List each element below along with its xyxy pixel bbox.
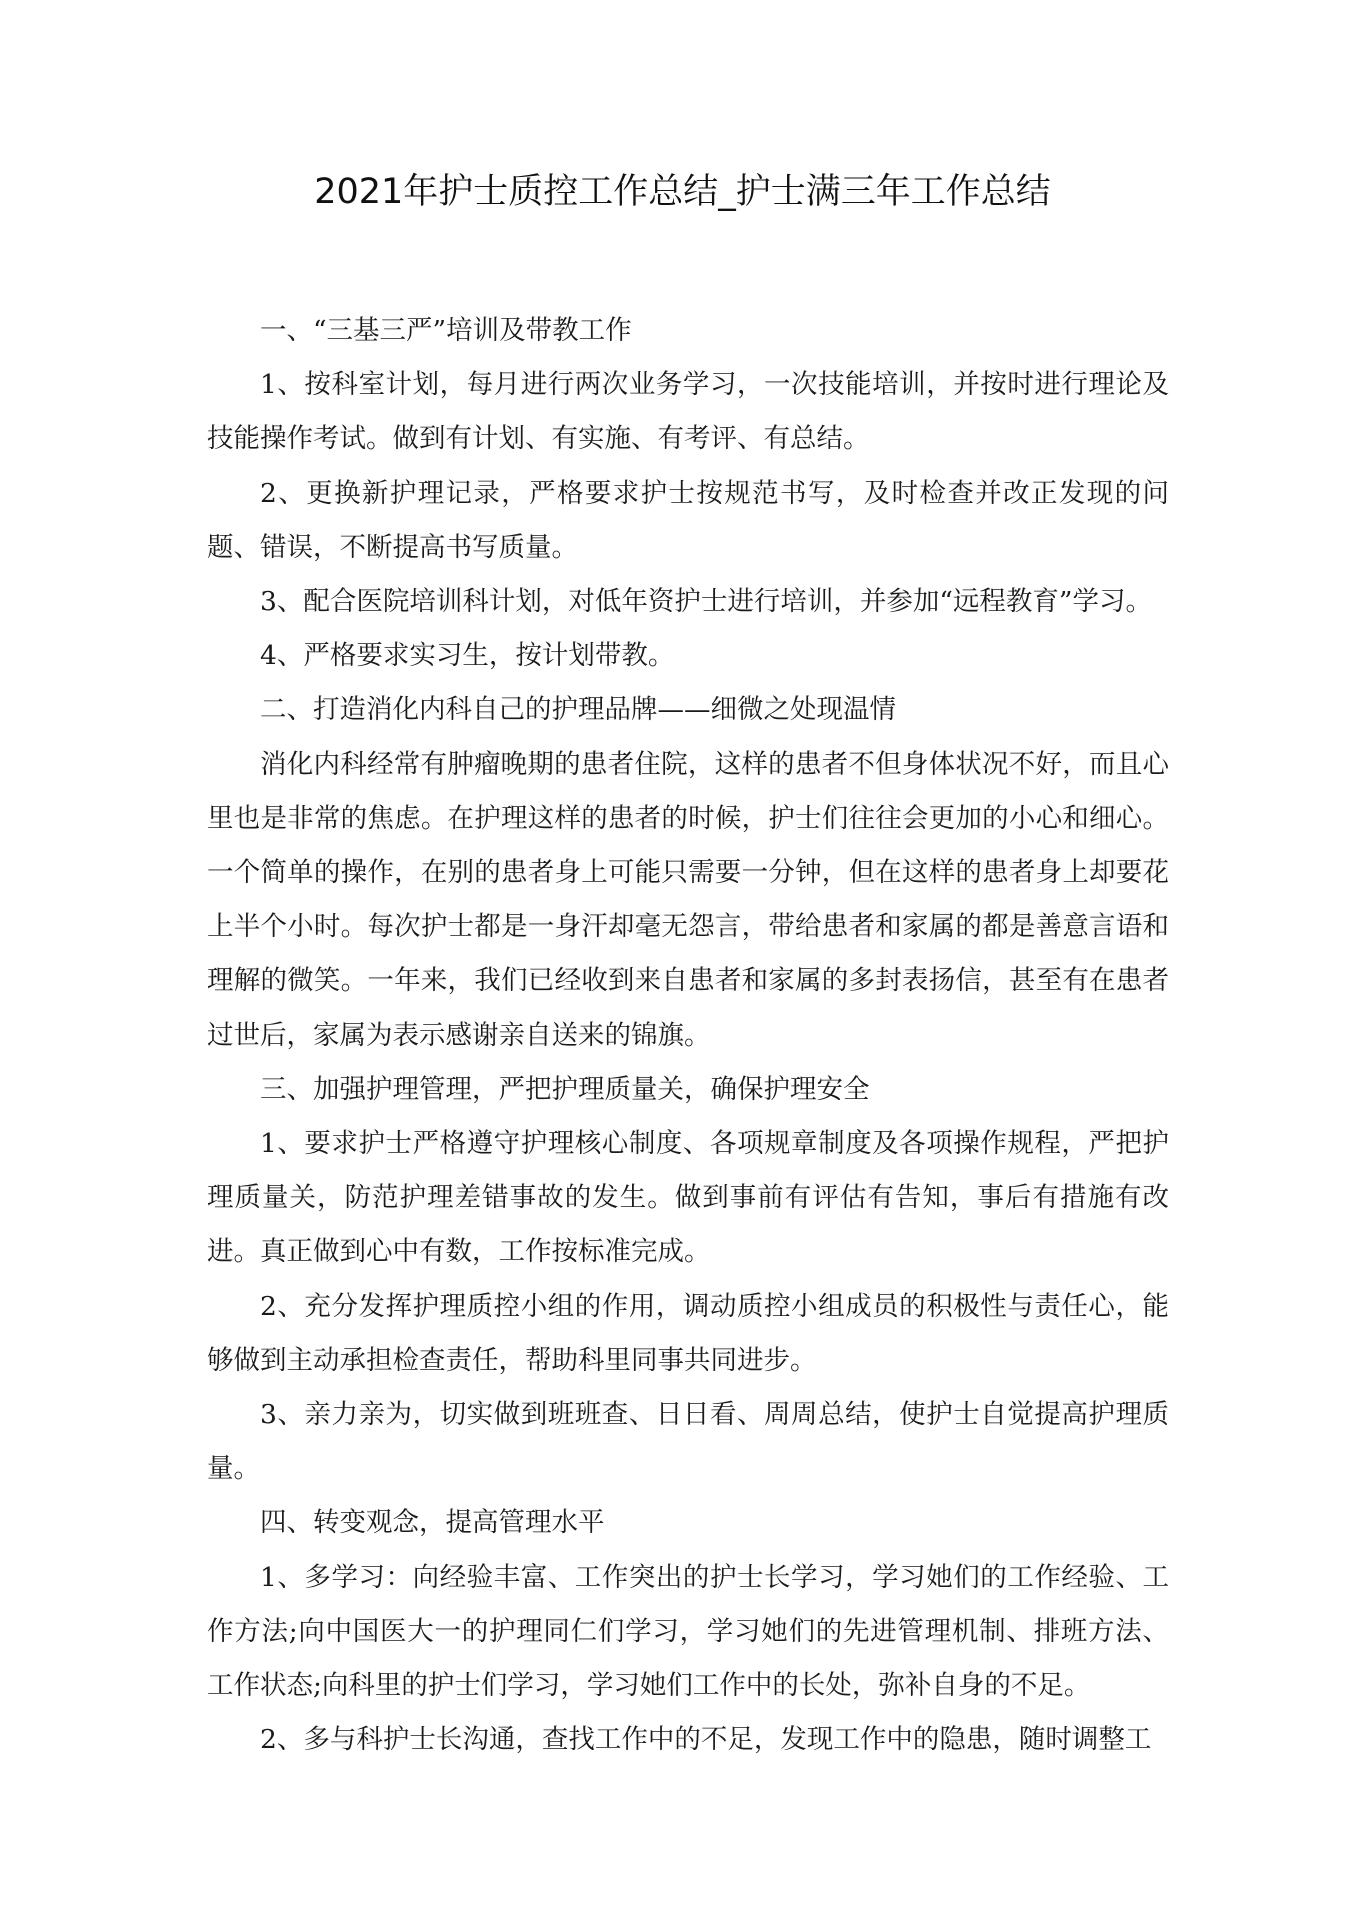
- paragraph-3-3: 3、亲力亲为，切实做到班班查、日日看、周周总结，使护士自觉提高护理质量。: [207, 1399, 1169, 1485]
- section-heading-4: 四、转变观念，提高管理水平: [260, 1507, 605, 1539]
- paragraph-1-3: 3、配合医院培训科计划，对低年资护士进行培训，并参加“远程教育”学习。: [260, 586, 1152, 618]
- paragraph-3-2: 2、充分发挥护理质控小组的作用，调动质控小组成员的积极性与责任心，能够做到主动承担检查责任，帮助科里同事共同进步。: [207, 1290, 1169, 1376]
- paragraph-1-1: 1、按科室计划，每月进行两次业务学习，一次技能培训，并按时进行理论及技能操作考试。做到有计划、有实施、有考评、有总结。: [207, 369, 1169, 455]
- paragraph-2-1: 消化内科经常有肿瘤晚期的患者住院，这样的患者不但身体状况不好，而且心里也是非常的焦虑。在护理这样的患者的时候，护士们往往会更加的小心和细心。一个简单的操作，在别的患者身上可能只需要一分钟，但在这样的患者身上却要花上半个小时。每次护士都是一身汗却毫无怨言，带给患者和家属的都是善意言语和理解的微笑。一年来，我们已经收到来自患者和家属的多封表扬信，甚至有在患者过世后，家属为表示感谢亲自送来的锦旗。: [207, 748, 1169, 1051]
- document-title: 2021年护士质控工作总结_护士满三年工作总结: [314, 172, 1051, 212]
- paragraph-4-1: 1、多学习：向经验丰富、工作突出的护士长学习，学习她们的工作经验、工作方法;向中国医大一的护理同仁们学习，学习她们的先进管理机制、排班方法、工作状态;向科里的护士们学习，学习她们工作中的长处，弥补自身的不足。: [207, 1561, 1169, 1702]
- document-body: [207, 304, 1169, 1767]
- paragraph-1-4: 4、严格要求实习生，按计划带教。: [260, 640, 675, 672]
- paragraph-4-2: 2、多与科护士长沟通，查找工作中的不足，发现工作中的隐患，随时调整工: [260, 1724, 1152, 1756]
- section-heading-1: 一、“三基三严”培训及带教工作: [260, 315, 632, 346]
- section-heading-3: 三、加强护理管理，严把护理质量关，确保护理安全: [260, 1073, 870, 1105]
- section-heading-2: 二、打造消化内科自己的护理品牌——细微之处现温情: [260, 694, 896, 726]
- paragraph-3-1: 1、要求护士严格遵守护理核心制度、各项规章制度及各项操作规程，严把护理质量关，防范护理差错事故的发生。做到事前有评估有告知，事后有措施有改进。真正做到心中有数，工作按标准完成。: [207, 1128, 1169, 1268]
- paragraph-1-2: 2、更换新护理记录，严格要求护士按规范书写，及时检查并改正发现的问题、错误，不断提高书写质量。: [207, 477, 1169, 563]
